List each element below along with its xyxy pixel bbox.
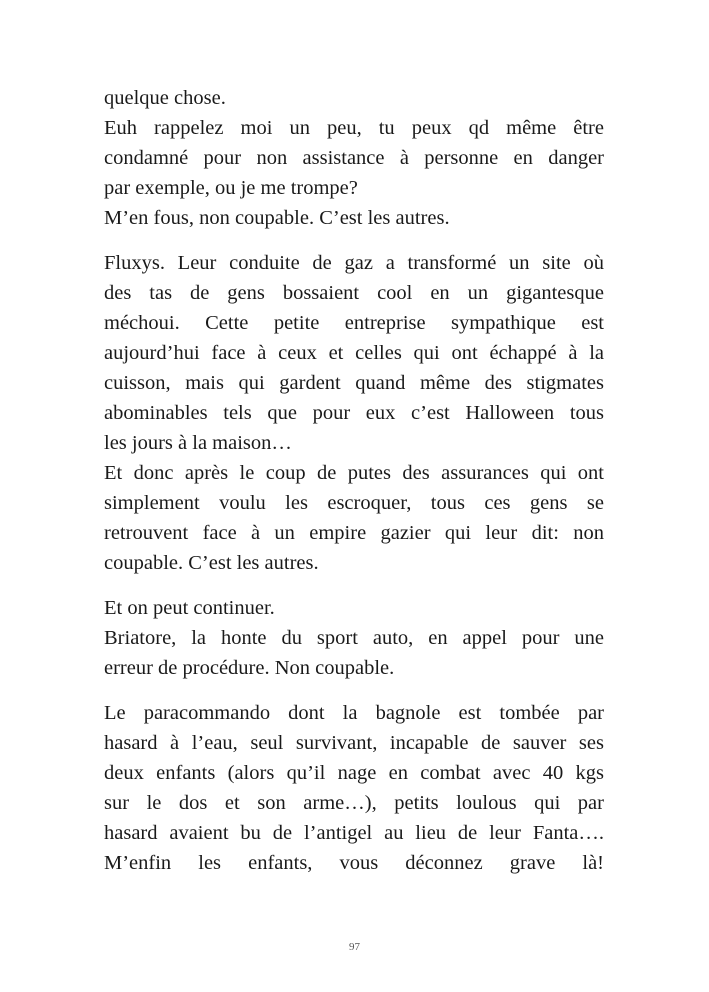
text-line: M’en fous, non coupable. C’est les autres. (104, 207, 450, 229)
paragraph (104, 248, 604, 578)
text-line: hasard à l’eau, seul survivant, incapable de sauver ses (104, 732, 604, 754)
text-line: deux enfants (alors qu’il nage en combat avec 40 kgs (104, 762, 604, 784)
text-line: sur le dos et son arme…), petits loulous qui par (104, 792, 604, 814)
paragraph (104, 83, 604, 233)
paragraph (104, 698, 604, 878)
text-line: Le paracommando dont la bagnole est tombée par (104, 702, 604, 724)
text-line: simplement voulu les escroquer, tous ces gens se (104, 492, 604, 514)
page-body (104, 83, 604, 893)
text-line: Et on peut continuer. (104, 597, 275, 619)
text-line: des tas de gens bossaient cool en un gigantesque (104, 282, 604, 304)
text-line: Briatore, la honte du sport auto, en appel pour une (104, 627, 604, 649)
text-line: Euh rappelez moi un peu, tu peux qd même être (104, 117, 604, 139)
text-line: cuisson, mais qui gardent quand même des stigmates (104, 372, 604, 394)
text-line: coupable. C’est les autres. (104, 552, 319, 574)
page-number: 97 (349, 941, 360, 953)
text-line: hasard avaient bu de l’antigel au lieu de leur Fanta…. (104, 822, 604, 844)
paragraph (104, 593, 604, 683)
text-line: Fluxys. Leur conduite de gaz a transformé un site où (104, 252, 604, 274)
text-line: les jours à la maison… (104, 432, 292, 454)
text-line: par exemple, ou je me trompe? (104, 177, 358, 199)
text-line: Et donc après le coup de putes des assurances qui ont (104, 462, 604, 484)
text-line: quelque chose. (104, 87, 226, 109)
text-line: condamné pour non assistance à personne en danger (104, 147, 604, 169)
text-line: erreur de procédure. Non coupable. (104, 657, 395, 679)
text-line: aujourd’hui face à ceux et celles qui ont échappé à la (104, 342, 604, 364)
text-line: M’enfin les enfants, vous déconnez grave là! (104, 852, 604, 874)
text-line: abominables tels que pour eux c’est Halloween tous (104, 402, 604, 424)
text-line: retrouvent face à un empire gazier qui leur dit: non (104, 522, 604, 544)
text-line: méchoui. Cette petite entreprise sympathique est (104, 312, 604, 334)
